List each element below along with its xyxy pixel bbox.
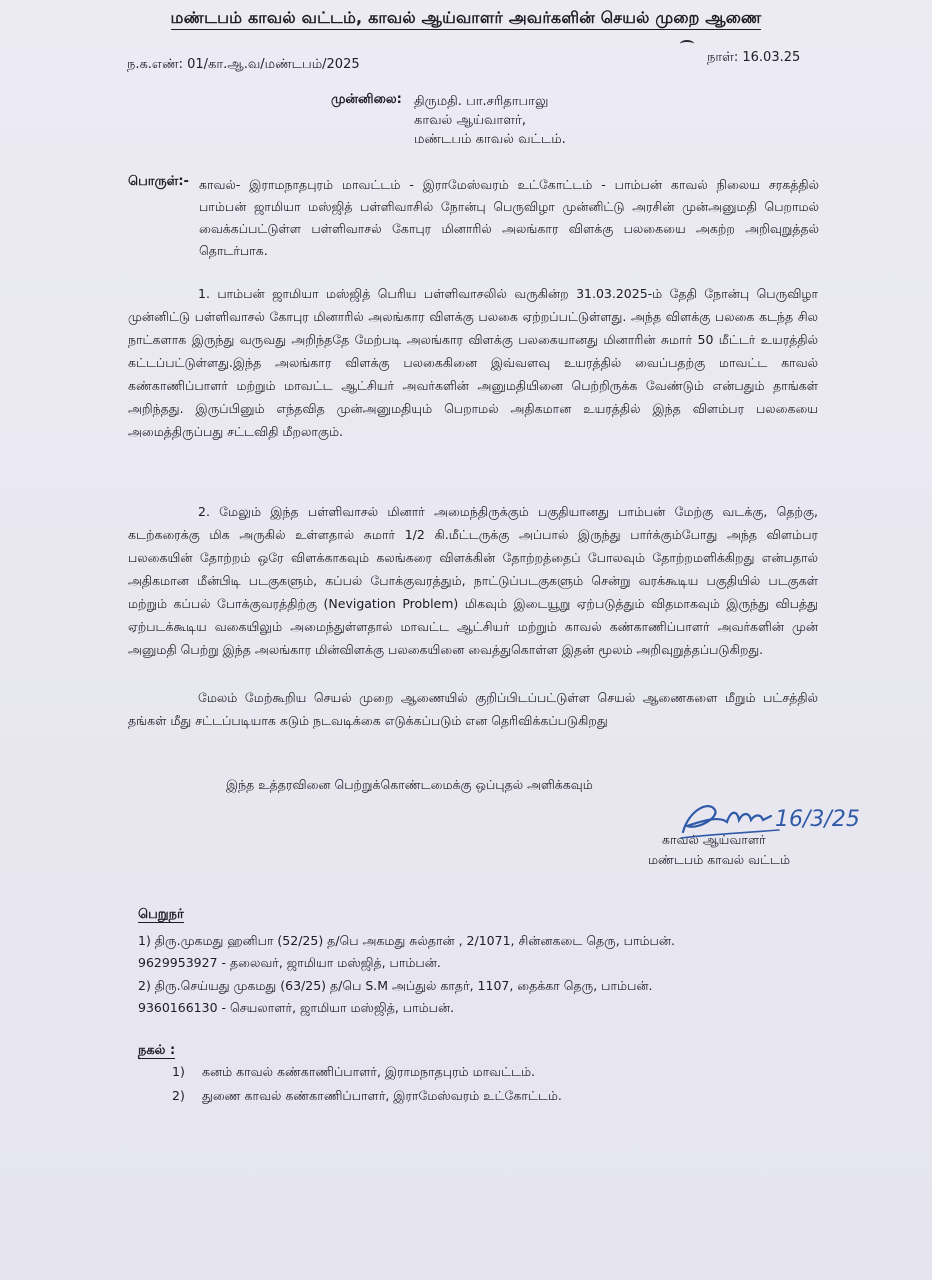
- paragraph-1: [128, 282, 818, 443]
- copy-item-text: துணை காவல் கண்காணிப்பாளர், இராமேஸ்வரம் உட்கோட்டம்.: [202, 1088, 562, 1103]
- signatory-office: மண்டபம் காவல் வட்டம்: [648, 852, 791, 867]
- presence-office: மண்டபம் காவல் வட்டம்.: [414, 132, 566, 147]
- signature-date: 16/3/25: [775, 807, 860, 832]
- subject-label: பொருள்:-: [128, 174, 189, 189]
- acknowledgement-line: இந்த உத்தரவினை பெற்றுக்கொண்டமைக்கு ஒப்புதல் அளிக்கவும்: [226, 777, 593, 792]
- copy-item-text: கனம் காவல் கண்காணிப்பாளர், இராமநாதபுரம் மாவட்டம்.: [202, 1064, 536, 1079]
- paragraph-1-text: 1. பாம்பன் ஜாமியா மஸ்ஜித் பெரிய பள்ளிவாசலில் வருகின்ற 31.03.2025-ம் தேதி நோன்பு பெருவிழா முன்னிட்டு பள்ளிவாசல் கோபுர மினாரில் அலங்கார விளக்கு பலகை ஏற்றப்பட்டுள்ளது. அந்த விளக்கு பலகை கடந்த சில நாட்களாக இருந்து வருவது அறிந்ததே மேற்படி அலங்கார விளக்கு பலகையானது மினாரின் சுமார் 50 மீட்டர் உயரத்தில் கட்டப்பட்டுள்ளது.இந்த அலங்கார விளக்கு பலகைகினை இவ்வளவு உயரத்தில் வைப்பதற்கு மாவட்ட காவல் கண்காணிப்பாளர் மற்றும் மாவட்ட ஆட்சியர் அவர்களின் அனுமதியினை பெற்றிருக்க வேண்டும் என்பதும் தாங்கள் அறிந்தது. இருப்பினும் எந்தவித முன்அனுமதியும் பெறாமல் அதிகமான உயரத்தில் இந்த விளம்பர பலகையை அமைத்திருப்பது சட்டவிதி மீறலாகும்.: [128, 286, 818, 439]
- copy-item-number: 1): [172, 1064, 185, 1079]
- document-date: நாள்: 16.03.25: [707, 50, 801, 65]
- subject-text: காவல்- இராமநாதபுரம் மாவட்டம் - இராமேஸ்வரம் உட்கோட்டம் - பாம்பன் காவல் நிலைய சரகத்தில் பாம்பன் ஜாமியா மஸ்ஜித் பள்ளிவாசில் நோன்பு பெருவிழா முன்னிட்டு அரசின் முன்அனுமதி பெறாமல் வைக்கப்பட்டுள்ள பள்ளிவாசல் கோபுர மினாரில் அலங்கார விளக்கு பலகையை அகற்ற அறிவுறுத்தல் தொடர்பாக.: [199, 177, 819, 258]
- recipient-2-address: 2) திரு.செய்யது முகமது (63/25) த/பெ S.M அப்துல் காதர், 1107, தைக்கா தெரு, பாம்பன்.: [138, 978, 653, 993]
- recipients-label: பெறுநர்: [138, 907, 184, 922]
- signature-stroke: [683, 806, 771, 832]
- copy-item: [172, 1064, 535, 1081]
- presence-name: திருமதி. பா.சரிதாபாலு: [414, 94, 549, 109]
- presence-designation: காவல் ஆய்வாளர்,: [414, 113, 526, 128]
- presence-label: முன்னிலை:: [331, 92, 402, 107]
- document-title: மண்டபம் காவல் வட்டம், காவல் ஆய்வாளர் அவர்களின் செயல் முறை ஆணை: [0, 8, 932, 29]
- signatory-block: [648, 830, 791, 870]
- ink-mark: [680, 40, 694, 48]
- paragraph-2: [128, 500, 818, 661]
- copy-item-number: 2): [172, 1088, 185, 1103]
- reference-number: ந.க.எண்: 01/கா.ஆ.வ/மண்டபம்/2025: [127, 57, 360, 72]
- signatory-title: காவல் ஆய்வாளர்: [662, 832, 766, 847]
- paragraph-2-text: 2. மேலும் இந்த பள்ளிவாசல் மினார் அமைந்திருக்கும் பகுதியானது பாம்பன் மேற்கு வடக்கு, தெற்கு, கடற்கரைக்கு மிக அருகில் உள்ளதால் சுமார் 1/2 கி.மீட்டருக்கு அப்பால் இருந்து பார்க்கும்போது அந்த விளம்பர பலகையின் தோற்றம் ஒரே விளக்காகவும் கலங்கரை விளக்கின் தோற்றத்தைப் போலவும் தோற்றமளிக்கிறது என்பதால் அதிகமான மீன்பிடி படகுகளும், கப்பல் போக்குவரத்தும், நாட்டுப்படகுகளும் சென்று வரக்கூடிய பகுதியில் படகுகள் மற்றும் கப்பல் போக்குவரத்திற்கு (Nevigation Problem) மிகவும் இடையூறு ஏற்படுத்தும் விதமாகவும் இருந்து விபத்து ஏற்படக்கூடிய வகையிலும் அமைந்துள்ளதால் மாவட்ட ஆட்சியர் மற்றும் காவல் கண்காணிப்பாளர் அவர்களின் முன் அனுமதி பெற்று இந்த அலங்கார மின்விளக்கு பலகையினை வைத்துகொள்ள இதன் மூலம் அறிவுறுத்தப்படுகிறது.: [128, 504, 818, 657]
- paragraph-3: [128, 686, 818, 732]
- recipient-2-phone: 9360166130 - செயலாளர், ஜாமியா மஸ்ஜித், பாம்பன்.: [138, 1000, 455, 1015]
- recipient-1-address: 1) திரு.முகமது ஹனிபா (52/25) த/பெ அகமது சுல்தான் , 2/1071, சின்னகடை தெரு, பாம்பன்.: [138, 933, 675, 948]
- paragraph-3-text: மேலம் மேற்கூறிய செயல் முறை ஆணையில் குறிப்பிடப்பட்டுள்ள செயல் ஆணைகளை மீறும் பட்சத்தில் தங்கள் மீது சட்டப்படியாக கடும் நடவடிக்கை எடுக்கப்படும் என தெரிவிக்கப்படுகிறது: [128, 690, 818, 728]
- presence-block: [414, 92, 566, 149]
- recipient-1: [138, 930, 898, 974]
- recipient-2: [138, 975, 898, 1019]
- recipient-1-phone: 9629953927 - தலைவர், ஜாமியா மஸ்ஜித், பாம்பன்.: [138, 955, 441, 970]
- copy-label: நகல் :: [138, 1043, 176, 1058]
- copy-item: [172, 1088, 562, 1105]
